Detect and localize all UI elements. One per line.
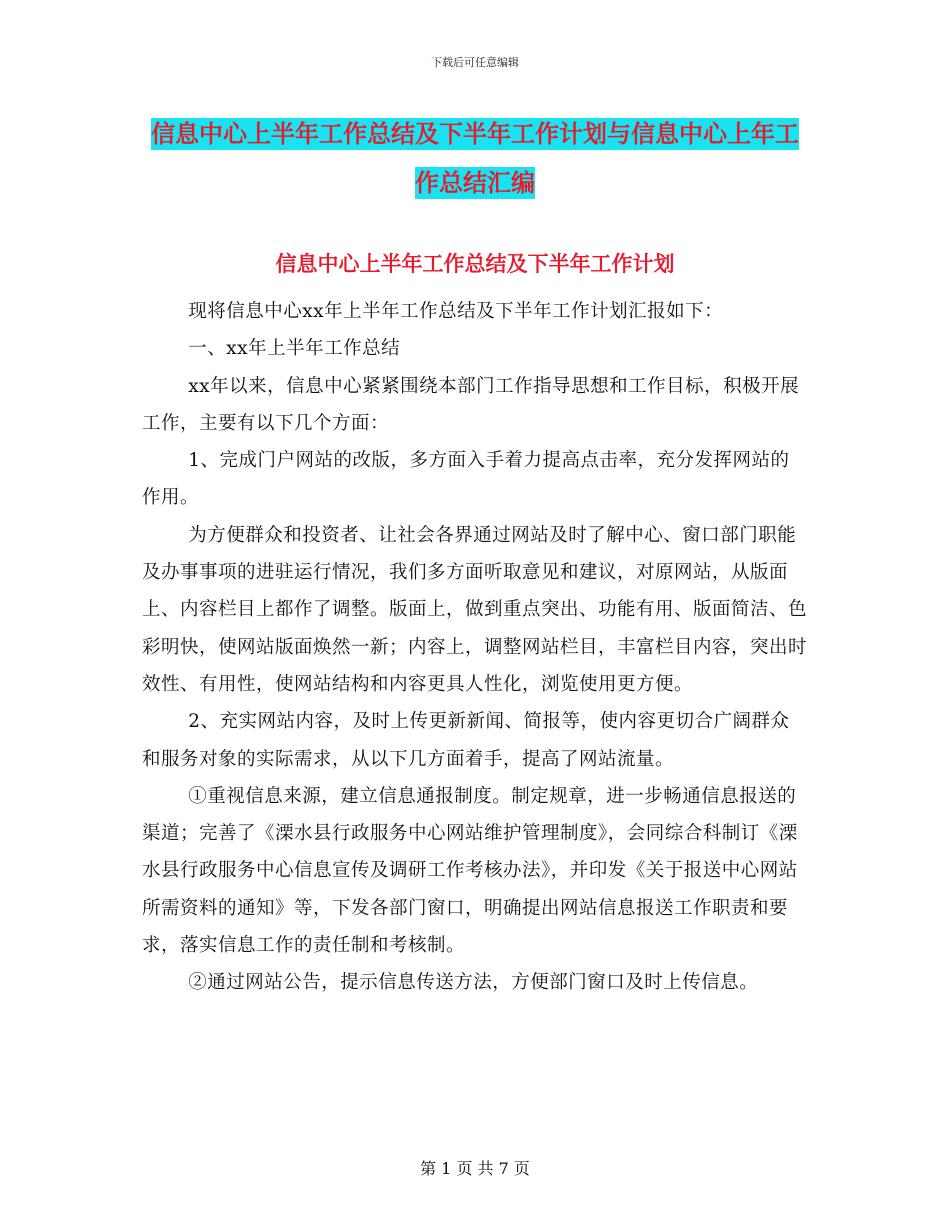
body-text [142,293,807,1002]
paragraph: ①重视信息来源，建立信息通报制度。制定规章，进一步畅通信息报送的渠道；完善了《溧水县行政服务中心网站维护管理制度》，会同综合科制订《溧水县行政服务中心信息宣传及调研工作考核办法》，并印发《关于报送中心网站所需资料的通知》等，下发各部门窗口，明确提出网站信息报送工作职责和要求，落实信息工作的责任制和考核制。 [142,785,798,957]
page-footer: 第 1 页 共 7 页 [420,1159,530,1178]
main-title-text: 信息中心上半年工作总结及下半年工作计划与信息中心上年工作总结汇编 [151,120,799,197]
section-title: 信息中心上半年工作总结及下半年工作计划 [275,252,675,276]
paragraph: ②通过网站公告，提示信息传送方法，方便部门窗口及时上传信息。 [188,972,759,994]
paragraph: 2、充实网站内容，及时上传更新新闻、简报等，使内容更切合广阔群众和服务对象的实际需求，从以下几方面着手，提高了网站流量。 [142,711,790,770]
paragraph: 为方便群众和投资者、让社会各界通过网站及时了解中心、窗口部门职能及办事事项的进驻运行情况，我们多方面听取意见和建议，对原网站，从版面上、内容栏目上都作了调整。版面上，做到重点突出、功能有用、版面简洁、色彩明快，使网站版面焕然一新；内容上，调整网站栏目，丰富栏目内容，突出时效性、有用性，使网站结构和内容更具人性化，浏览使用更方便。 [142,524,808,695]
main-title [140,110,810,208]
paragraph: 现将信息中心xx年上半年工作总结及下半年工作计划汇报如下： [188,301,724,322]
header-note: 下载后可任意编辑 [431,56,519,69]
paragraph: 一、xx年上半年工作总结 [188,338,401,360]
paragraph: xx年以来，信息中心紧紧围绕本部门工作指导思想和工作目标，积极开展工作，主要有以下几个方面： [142,375,800,434]
paragraph: 1、完成门户网站的改版，多方面入手着力提高点击率，充分发挥网站的作用。 [142,450,790,509]
